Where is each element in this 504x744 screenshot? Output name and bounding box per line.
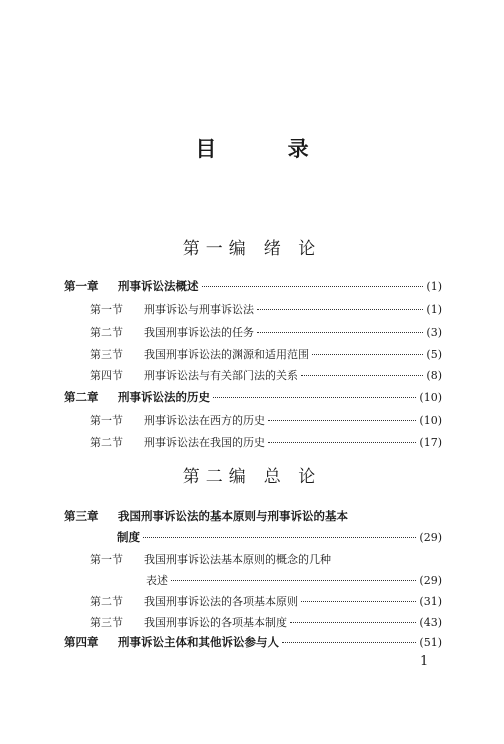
entry-page: (29) [419,574,442,587]
toc-entry-chapter-3-continued[interactable] [117,529,442,545]
toc-entry-chapter-4[interactable] [64,634,442,650]
entry-page: (8) [426,369,442,382]
entry-number: 第三章 [64,509,99,523]
entry-title: 刑事诉讼主体和其他诉讼参与人 [118,635,279,649]
part-heading-2 [0,462,504,487]
dot-leader [290,622,416,623]
entry-title: 我国刑事诉讼法的各项基本原则 [144,595,298,608]
toc-entry-section[interactable] [90,614,442,630]
entry-number: 第三节 [90,616,123,629]
entry-page: (51) [419,636,442,649]
entry-title: 刑事诉讼法在西方的历史 [144,414,265,427]
entry-page: (17) [419,436,442,449]
toc-entry-section[interactable] [90,593,442,609]
entry-number: 第一节 [90,414,123,427]
entry-page: (1) [426,303,442,316]
toc-entry-section-continued[interactable] [146,572,442,588]
entry-page: (3) [426,326,442,339]
entry-title: 我国刑事诉讼法基本原则的概念的几种 [144,553,331,566]
entry-page: (10) [419,414,442,427]
entry-number: 第一章 [64,279,99,293]
entry-number: 第二节 [90,436,123,449]
entry-title: 刑事诉讼法的历史 [118,390,210,404]
dot-leader [312,354,423,355]
page-number: 1 [420,654,429,669]
toc-entry-section[interactable] [90,551,442,567]
entry-title: 我国刑事诉讼法的任务 [144,326,254,339]
dot-leader [257,332,423,333]
dot-leader [282,642,416,643]
toc-entry-section[interactable] [90,324,442,340]
entry-title: 刑事诉讼法概述 [118,279,199,293]
entry-page: (43) [419,616,442,629]
toc-entry-chapter-2[interactable] [64,389,442,405]
part-label: 第一编 [182,239,252,259]
dot-leader [257,309,423,310]
entry-number: 第一节 [90,303,123,316]
dot-leader [213,397,416,398]
entry-page: (5) [426,348,442,361]
part-label: 第二编 [182,467,252,487]
part-heading-1 [0,234,504,259]
entry-page: (29) [419,531,442,544]
toc-entry-section[interactable] [90,434,442,450]
entry-title: 我国刑事诉讼法的基本原则与刑事诉讼的基本 [118,509,348,523]
entry-number: 第四章 [64,635,99,649]
entry-title: 我国刑事诉讼的各项基本制度 [144,616,287,629]
entry-title: 刑事诉讼法与有关部门法的关系 [144,369,298,382]
entry-number: 第二节 [90,326,123,339]
toc-entry-chapter-1[interactable] [64,278,442,294]
part-name: 总 论 [263,467,322,487]
toc-entry-section[interactable] [90,346,442,362]
dot-leader [171,580,416,581]
entry-page: (1) [426,280,442,293]
entry-number: 第二章 [64,390,99,404]
toc-entry-section[interactable] [90,301,442,317]
dot-leader [268,420,416,421]
entry-number: 第二节 [90,595,123,608]
dot-leader [301,601,416,602]
entry-number: 第三节 [90,348,123,361]
entry-title-continued: 制度 [117,530,140,544]
dot-leader [143,537,416,538]
entry-page: (31) [419,595,442,608]
entry-title: 刑事诉讼与刑事诉讼法 [144,303,254,316]
entry-number: 第四节 [90,369,123,382]
dot-leader [202,286,424,287]
part-name: 绪 论 [263,239,322,259]
page-title: 目 录 [195,137,341,161]
entry-title: 刑事诉讼法在我国的历史 [144,436,265,449]
toc-entry-chapter-3[interactable] [64,508,442,524]
dot-leader [301,375,423,376]
toc-entry-section[interactable] [90,367,442,383]
entry-number: 第一节 [90,553,123,566]
entry-title-continued: 表述 [146,574,168,587]
toc-entry-section[interactable] [90,412,442,428]
entry-page: (10) [419,391,442,404]
entry-title: 我国刑事诉讼法的渊源和适用范围 [144,348,309,361]
dot-leader [268,442,416,443]
